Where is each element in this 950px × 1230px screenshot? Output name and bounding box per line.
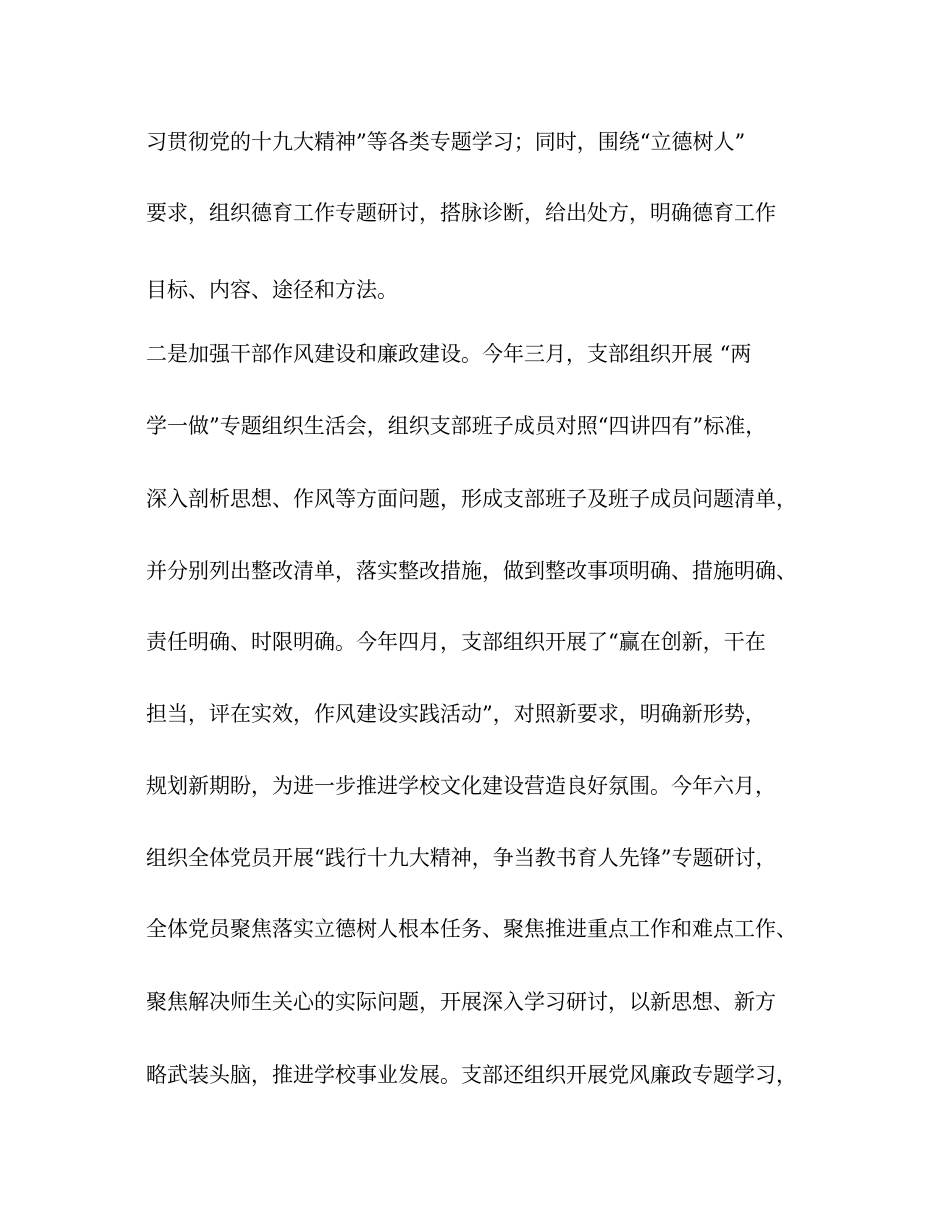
text-line: 聚焦解决师生关心的实际问题，开展深入学习研讨，以新思想、新方 — [146, 990, 776, 1014]
text-line: 担当，评在实效，作风建设实践活动”，对照新要求，明确新形势， — [146, 702, 766, 726]
text-line: 责任明确、时限明确。今年四月，支部组织开展了“赢在创新，干在 — [146, 630, 766, 654]
text-line: 目标、内容、途径和方法。 — [146, 278, 398, 302]
text-line: 略武装头脑，推进学校事业发展。支部还组织开展党风廉政专题学习， — [146, 1063, 797, 1087]
text-line: 全体党员聚焦落实立德树人根本任务、聚焦推进重点工作和难点工作、 — [146, 917, 797, 941]
text-line: 深入剖析思想、作风等方面问题，形成支部班子及班子成员问题清单， — [146, 487, 797, 511]
text-line: 要求，组织德育工作专题研讨，搭脉诊断，给出处方，明确德育工作 — [146, 201, 776, 225]
text-line: 习贯彻党的十九大精神”等各类专题学习；同时，围绕“立德树人” — [146, 130, 746, 154]
text-line: 二是加强干部作风建设和廉政建设。今年三月，支部组织开展 “两 — [146, 342, 752, 366]
text-line: 学一做”专题组织生活会，组织支部班子成员对照“四讲四有”标准， — [146, 414, 767, 438]
text-line: 规划新期盼，为进一步推进学校文化建设营造良好氛围。今年六月， — [146, 774, 776, 798]
text-line: 组织全体党员开展“践行十九大精神，争当教书育人先锋”专题研讨， — [146, 846, 777, 870]
text-line: 并分别列出整改清单，落实整改措施，做到整改事项明确、措施明确、 — [146, 559, 797, 583]
